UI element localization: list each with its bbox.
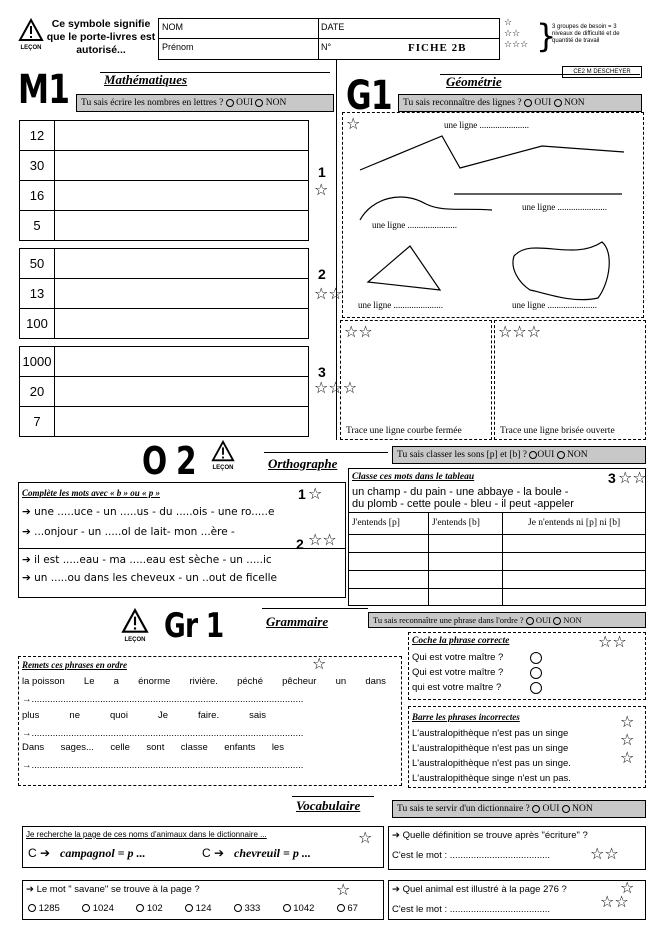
coche-option: qui est votre maître ?	[412, 682, 502, 693]
math-level-2: 2	[318, 266, 326, 282]
coche-heading: Coche la phrase correcte	[412, 636, 510, 646]
nom-label: NOM	[162, 22, 183, 32]
numero-label: N°	[321, 42, 332, 52]
math-answer-cell[interactable]	[55, 377, 309, 407]
word-chip: sages...	[60, 742, 94, 753]
word-chip: celle	[110, 742, 130, 753]
star-icon: ☆	[312, 654, 327, 673]
word-chevreuil[interactable]: chevreuil = p ...	[234, 846, 311, 860]
geometry-title: Géométrie	[446, 74, 502, 89]
arrow-icon: ➔	[40, 846, 51, 860]
word-chip: Le	[83, 676, 95, 687]
word-chip: faire.	[197, 710, 220, 721]
math-table-2	[19, 248, 309, 339]
geometry-code: G1	[346, 73, 392, 119]
prenom-label: Prénom	[162, 42, 194, 52]
math-number: 50	[20, 249, 55, 279]
math-oui-radio[interactable]	[226, 99, 234, 107]
math-non-label: NON	[265, 98, 287, 108]
geometry-question: Tu sais reconnaître des lignes ?	[403, 98, 522, 108]
star-icon: ☆	[620, 878, 635, 897]
math-level-1: 1	[318, 164, 326, 180]
star-icon: ☆	[620, 730, 635, 749]
page-option[interactable]: 124	[185, 903, 212, 914]
star-icon: ☆	[308, 484, 323, 503]
math-answer-cell[interactable]	[55, 279, 309, 309]
coche-option: Qui est votre maître ?	[412, 667, 504, 678]
star-icon: ☆☆☆	[314, 378, 358, 397]
complete-line[interactable]: ➔ un .....ou dans les cheveux - un ..out de ficelle	[22, 572, 277, 584]
brace-icon: }	[536, 17, 557, 55]
barre-heading: Barre les phrases incorrectes	[412, 712, 520, 722]
vocab-question-bar	[392, 800, 646, 818]
answer-line[interactable]: →.......................................................................................................	[22, 760, 304, 771]
page-options	[28, 903, 358, 914]
savane-question: ➔ Le mot " savane" se trouve à la page ?	[26, 884, 200, 895]
ortho-level-2: 2	[296, 536, 304, 552]
line-label-3: une ligne ......................	[372, 220, 457, 230]
grammar-oui-radio[interactable]	[526, 617, 534, 625]
word-chip: a	[113, 676, 119, 687]
complete-line[interactable]: ➔ ...onjour - un .....ol de lait- mon ...ère -	[22, 526, 235, 538]
page-option[interactable]: 333	[234, 903, 261, 914]
task-open-broken: Trace une ligne brisée ouverte	[500, 426, 615, 436]
star-icon: ☆	[358, 828, 373, 847]
ortho-code: O 2	[142, 439, 196, 483]
grammar-non-label: NON	[563, 615, 582, 625]
vocab-non-radio[interactable]	[562, 805, 570, 813]
ortho-non-label: NON	[567, 450, 588, 460]
word-chip: ne	[69, 710, 80, 721]
page-option[interactable]: 1042	[283, 903, 315, 914]
c-mark: C	[202, 846, 211, 860]
line-label-2: une ligne ......................	[522, 202, 607, 212]
ortho-level-3: 3	[608, 470, 616, 486]
answer-line[interactable]: →.......................................................................................................	[22, 694, 304, 705]
math-number: 16	[20, 181, 55, 211]
table-header-b: J'entends [b]	[432, 518, 480, 528]
grammar-oui-label: OUI	[535, 615, 551, 625]
word-chip: les	[271, 742, 284, 753]
math-table-3	[19, 346, 309, 437]
table-header-p: J'entends [p]	[352, 518, 400, 528]
ortho-question-bar	[392, 446, 646, 464]
task-closed-curve: Trace une ligne courbe fermée	[346, 426, 462, 436]
word-chip: énorme	[138, 676, 171, 687]
math-number: 7	[20, 407, 55, 437]
grammar-non-radio[interactable]	[553, 617, 561, 625]
star-icon: ☆☆☆	[498, 322, 542, 341]
math-answer-cell[interactable]	[55, 309, 309, 339]
star-icon: ☆☆	[618, 468, 647, 487]
ortho-level-1: 1	[298, 486, 306, 502]
sentence-1	[22, 676, 386, 687]
word-chip: rivière.	[189, 676, 218, 687]
math-number: 1000	[20, 347, 55, 377]
line-label-1: une ligne ......................	[444, 120, 529, 130]
animal-answer[interactable]: C'est le mot : ......................................	[392, 904, 551, 915]
math-number: 13	[20, 279, 55, 309]
vocab-non-label: NON	[572, 804, 593, 814]
date-label: DATE	[321, 22, 345, 32]
page-option[interactable]: 67	[337, 903, 358, 914]
math-number: 30	[20, 151, 55, 181]
word-chip: sais	[249, 710, 266, 721]
lecon-icon	[210, 440, 236, 474]
star-icon: ☆☆	[308, 530, 337, 549]
coche-option: Qui est votre maître ?	[412, 652, 504, 663]
porte-livres-notice: Ce symbole signifie que le porte-livres est autorisé...	[46, 18, 156, 56]
difficulty-stars-icon: ☆ ☆☆ ☆☆☆	[504, 18, 529, 50]
math-question: Tu sais écrire les nombres en lettres ?	[81, 98, 224, 108]
math-answer-cell[interactable]	[55, 249, 309, 279]
arrow-icon: ➔	[214, 846, 225, 860]
star-icon: ☆☆	[314, 284, 343, 303]
answer-line[interactable]: →.......................................................................................................	[22, 728, 304, 739]
grammar-question: Tu sais reconnaître une phrase dans l'ordre ?	[373, 615, 524, 625]
line-label-4: une ligne ......................	[358, 300, 443, 310]
coche-checkbox[interactable]	[530, 652, 542, 664]
classe-heading: Classe ces mots dans le tableau	[352, 472, 475, 482]
word-chip: dans	[365, 676, 386, 687]
math-title: Mathématiques	[104, 72, 188, 87]
ortho-non-radio[interactable]	[557, 451, 565, 459]
ortho-oui-label: OUI	[537, 450, 555, 460]
word-chip: plus	[22, 710, 40, 721]
math-level-3: 3	[318, 364, 326, 380]
word-chip: quoi	[109, 710, 128, 721]
sentence-3	[22, 742, 284, 753]
vocab-oui-label: OUI	[542, 804, 560, 814]
page-option[interactable]: 1285	[28, 903, 60, 914]
lecon-icon	[18, 18, 44, 52]
fiche-title: FICHE 2B	[408, 42, 467, 54]
barre-option[interactable]: L'australopithèque n'est pas un singe	[412, 728, 569, 739]
math-answer-cell[interactable]	[55, 407, 309, 437]
star-icon: ☆☆	[344, 322, 373, 341]
word-chip: enfants	[224, 742, 256, 753]
barre-option[interactable]: L'australopithèque singe n'est un pas.	[412, 773, 571, 784]
math-answer-cell[interactable]	[55, 347, 309, 377]
ortho-title: Orthographe	[268, 456, 338, 471]
math-answer-cell[interactable]	[55, 151, 309, 181]
star-icon: ☆☆	[598, 632, 627, 651]
table-header-neither: Je n'entends ni [p] ni [b]	[528, 518, 621, 528]
grammar-code: Gr 1	[164, 606, 224, 646]
animal-question: ➔ Quel animal est illustré à la page 276 ?	[392, 884, 567, 895]
math-code: M1	[18, 67, 70, 113]
lecon-label: LEÇON	[20, 45, 42, 51]
math-number: 12	[20, 121, 55, 151]
word-campagnol[interactable]: campagnol = p ...	[60, 846, 146, 860]
definition-question: ➔ Quelle définition se trouve après "écriture" ?	[392, 830, 588, 841]
vocab-title: Vocabulaire	[296, 798, 361, 813]
sentence-2	[22, 710, 266, 721]
page-option[interactable]: 1024	[82, 903, 114, 914]
geometry-drawings	[342, 112, 644, 318]
word-chip: sont	[146, 742, 165, 753]
geometry-oui-label: OUI	[534, 98, 552, 108]
complete-heading: Complète les mots avec « b » ou « p »	[22, 488, 160, 498]
page-option[interactable]: 102	[136, 903, 163, 914]
grammar-question-bar	[368, 612, 646, 628]
star-icon: ☆	[620, 748, 635, 767]
definition-answer[interactable]: C'est le mot : ......................................	[392, 850, 551, 861]
barre-option[interactable]: L'australopithèque n'est pas un singe.	[412, 758, 571, 769]
math-non-radio[interactable]	[255, 99, 263, 107]
lecon-label: LEÇON	[124, 637, 146, 643]
star-icon: ☆	[620, 712, 635, 731]
recherche-heading: Je recherche la page de ces noms d'animaux dans le dictionnaire ...	[26, 830, 267, 839]
math-question-bar	[76, 94, 334, 112]
class-label: CE2 M DESCHEYER	[562, 66, 642, 78]
vocab-oui-radio[interactable]	[532, 805, 540, 813]
complete-line[interactable]: ➔ il est .....eau - ma .....eau est sèche - un .....ic	[22, 554, 272, 566]
grammar-title: Grammaire	[266, 614, 329, 629]
star-icon: ☆	[346, 114, 361, 133]
math-table-1	[19, 120, 309, 241]
word-chip: Je	[157, 710, 168, 721]
geometry-question-bar	[398, 94, 642, 112]
complete-line[interactable]: ➔ une .....uce - un .....us - du .....ois - une ro.....e	[22, 506, 275, 518]
geometry-oui-radio[interactable]	[524, 99, 532, 107]
word-chip: Dans	[22, 742, 45, 753]
remets-heading: Remets ces phrases en ordre	[22, 660, 127, 670]
geometry-non-radio[interactable]	[554, 99, 562, 107]
difficulty-note: 3 groupes de besoin = 3 niveaux de difficulté et de quantité de travail	[552, 24, 620, 44]
word-chip: classe	[180, 742, 208, 753]
word-chip: la poisson	[22, 676, 65, 687]
line-label-5: une ligne ......................	[512, 300, 597, 310]
barre-option[interactable]: L'australopithèque n'est pas un singe	[412, 743, 569, 754]
math-answer-cell[interactable]	[55, 121, 309, 151]
ortho-question: Tu sais classer les sons [p] et [b] ?	[397, 450, 527, 460]
words-line-1: un champ - du pain - une abbaye - la boule -	[352, 486, 569, 498]
words-line-2: du plomb - cette poule - bleu - il peut -appeler	[352, 498, 574, 510]
coche-checkbox[interactable]	[530, 682, 542, 694]
star-icon: ☆	[314, 180, 329, 199]
star-icon: ☆☆	[590, 844, 619, 863]
coche-checkbox[interactable]	[530, 667, 542, 679]
vocab-question: Tu sais te servir d'un dictionnaire ?	[397, 804, 530, 814]
math-answer-cell[interactable]	[55, 211, 309, 241]
math-answer-cell[interactable]	[55, 181, 309, 211]
word-chip: pêcheur	[282, 676, 317, 687]
math-number: 100	[20, 309, 55, 339]
lecon-label: LEÇON	[212, 465, 234, 471]
math-oui-label: OUI	[236, 98, 254, 108]
geometry-non-label: NON	[564, 98, 585, 108]
star-icon: ☆☆	[600, 892, 629, 911]
math-number: 5	[20, 211, 55, 241]
word-chip: un	[335, 676, 347, 687]
math-number: 20	[20, 377, 55, 407]
word-chip: péché	[237, 676, 263, 687]
star-icon: ☆	[336, 880, 351, 899]
c-mark: C	[28, 846, 37, 860]
lecon-icon	[120, 608, 150, 644]
